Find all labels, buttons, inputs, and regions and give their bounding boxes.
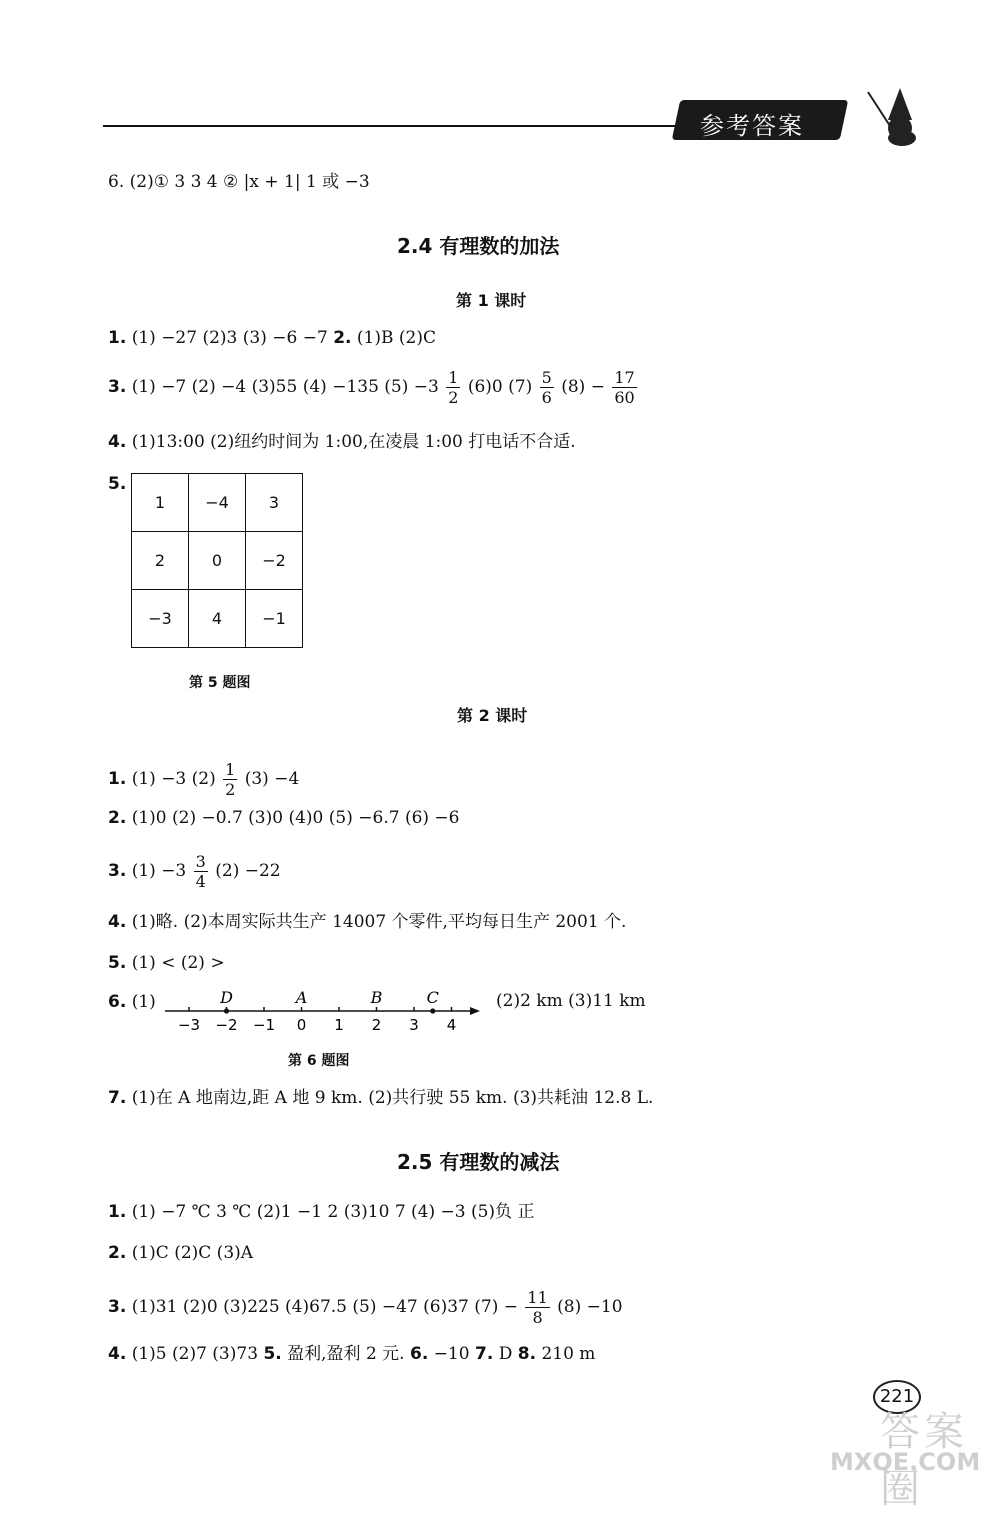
grid-cell: 3 (246, 474, 303, 532)
answer-line-l2-q3: 3. (1) −3 $\frac{3}{4}$ (2) −22 (108, 852, 281, 892)
answer-line-l2-q4: 4. (1)略. (2)本周实际共生产 14007 个零件,平均每日生产 2001 个. (108, 912, 627, 932)
answer-line-l1-q4: 4. (1)13:00 (2)纽约时间为 1:00,在凌晨 1:00 打电话不合适. (108, 432, 576, 452)
section-title-2-4: 2.4 有理数的加法 (397, 234, 560, 258)
answer-line-s25-q2: 2. (1)C (2)C (3)A (108, 1243, 254, 1263)
magic-square-table (131, 473, 303, 648)
answer-line-s25-q3: 3. (1)31 (2)0 (3)225 (4)67.5 (5) −47 (6)37 (7) − $\frac{11}{8}$ (8) −10 (108, 1288, 623, 1328)
fraction: $\frac{1}{2}$ (448, 368, 459, 408)
answer-line-l1-q1q2: 1. (1) −27 (2)3 (3) −6 −7 2. (1)B (2)C (108, 328, 436, 348)
number-line-tick-label: 2 (371, 1016, 382, 1034)
lesson1-title: 第 1 课时 (456, 291, 527, 310)
watermark-url: MXQE.COM (830, 1448, 981, 1476)
fraction: $\frac{11}{8}$ (527, 1288, 548, 1328)
answer-line-s25-q1: 1. (1) −7 ℃ 3 ℃ (2)1 −1 2 (3)10 7 (4) −3 (5)负 正 (108, 1202, 535, 1222)
grid-cell: −3 (132, 590, 189, 648)
answer-line-l2-q6-rest: (2)2 km (3)11 km (496, 991, 646, 1011)
grid-cell: 2 (132, 532, 189, 590)
answer-line-l2-q6: 6. (1) (108, 992, 156, 1012)
answer-line-l2-q7: 7. (1)在 A 地南边,距 A 地 9 km. (2)共行驶 55 km. (3)共耗油 12.8 L. (108, 1088, 654, 1108)
grid-cell: 1 (132, 474, 189, 532)
answer-line-l2-q2: 2. (1)0 (2) −0.7 (3)0 (4)0 (5) −6.7 (6) −6 (108, 808, 460, 828)
answer-line-l1-q5: 5. (108, 474, 127, 494)
header-rule (103, 125, 681, 127)
grid-cell: 4 (189, 590, 246, 648)
number-line-diagram (165, 985, 485, 1035)
fraction: $\frac{3}{4}$ (195, 852, 206, 892)
number-line-tick-label: −3 (177, 1016, 201, 1034)
number-line-tick-label: −2 (215, 1016, 238, 1034)
number-line-tick-label: 3 (409, 1016, 419, 1034)
number-line-point-label: D (220, 988, 233, 1007)
number-line-point-label: B (370, 988, 383, 1007)
answer-line-l2-q5: 5. (1) < (2) > (108, 953, 225, 973)
fraction: $\frac{5}{6}$ (541, 368, 552, 408)
number-line-point-label: A (295, 988, 308, 1007)
page-number: 221 (873, 1380, 921, 1414)
banner-title: 参考答案 (700, 112, 804, 140)
answer-line-l2-q1: 1. (1) −3 (2) $\frac{1}{2}$ (3) −4 (108, 760, 300, 800)
number-line-tick-label: 0 (296, 1016, 307, 1034)
number-line-tick-label: 4 (446, 1016, 457, 1034)
grid-cell: −1 (246, 590, 303, 648)
wizard-icon (860, 80, 930, 150)
number-line-point-label: C (426, 988, 439, 1007)
number-line-point-marker (224, 1008, 229, 1013)
fraction: $\frac{17}{60}$ (614, 368, 635, 408)
lesson2-title: 第 2 课时 (457, 706, 528, 725)
grid-cell: 0 (189, 532, 246, 590)
section-title-2-5: 2.5 有理数的减法 (397, 1150, 560, 1174)
number-line-tick-label: −1 (252, 1016, 276, 1034)
figure-caption-6: 第 6 题图 (288, 1053, 350, 1069)
grid-cell: −2 (246, 532, 303, 590)
fraction: $\frac{1}{2}$ (225, 760, 236, 800)
answer-line-l1-q3: 3. (1) −7 (2) −4 (3)55 (4) −135 (5) −3 $\frac{1}{2}$ (6)0 (7) $\frac{5}{6}$ (8) − $\frac{17}{60}$ (108, 368, 635, 408)
number-line-point-marker (430, 1008, 435, 1013)
figure-caption-5: 第 5 题图 (189, 675, 251, 691)
number-line-tick-label: 1 (334, 1016, 344, 1034)
answer-line-s25-q4-q8: 4. (1)5 (2)7 (3)73 5. 盈利,盈利 2 元. 6. −10 7. D 8. 210 m (108, 1344, 596, 1364)
watermark-logo: 答案圈 (880, 1409, 968, 1512)
answer-line-top-q6: 6. (2)① 3 3 4 ② |x + 1| 1 或 −3 (108, 172, 370, 192)
grid-cell: −4 (189, 474, 246, 532)
